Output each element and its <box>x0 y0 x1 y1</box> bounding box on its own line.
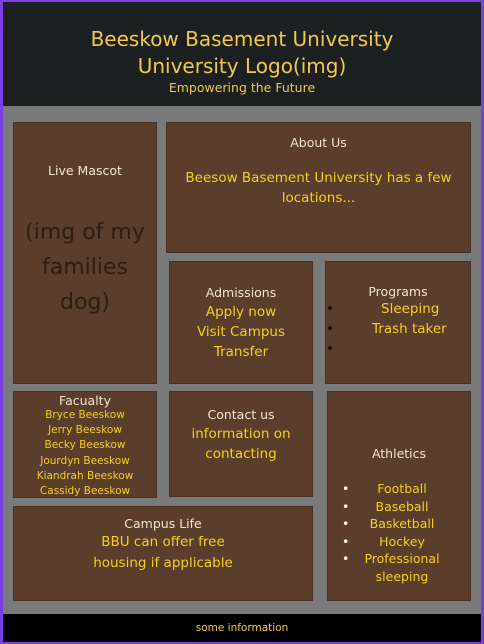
mascot-heading: Live Mascot <box>48 163 122 178</box>
athletics-label: • Professional sleeping <box>364 551 440 584</box>
athletics-label: • Baseball <box>375 498 429 514</box>
faculty-member: Bryce Beeskow <box>45 409 125 421</box>
athletics-item <box>328 515 470 533</box>
campus-life-card <box>13 506 313 601</box>
university-logo: University Logo(img) <box>137 54 347 78</box>
about-text: Beesow Basement University has a few locations... <box>185 170 452 206</box>
tagline: Empowering the Future <box>168 80 316 95</box>
page-frame <box>3 2 481 642</box>
campus-life-text: BBU can offer free housing if applicable <box>93 534 233 571</box>
athletics-item <box>328 533 470 551</box>
footer-text: some information <box>195 622 289 634</box>
athletics-item <box>328 550 470 585</box>
programs-card <box>325 261 471 384</box>
faculty-member: Jourdyn Beeskow <box>40 454 130 467</box>
mascot-card <box>13 122 157 384</box>
mascot-image-placeholder: (img of my families dog) <box>25 220 145 315</box>
athletics-list <box>328 480 470 585</box>
athletics-label: • Basketball <box>369 516 435 531</box>
admissions-heading: Admissions <box>205 285 277 300</box>
faculty-member: Cassidy Beeskow <box>39 485 131 498</box>
faculty-heading: Facualty <box>59 393 111 408</box>
program-label: • Sleeping <box>381 301 440 317</box>
program-item <box>326 339 470 359</box>
athletics-label: • Hockey <box>379 533 425 549</box>
contact-text[interactable]: information on contacting <box>191 426 291 462</box>
site-header <box>3 2 481 106</box>
athletics-heading: Athletics <box>371 446 427 461</box>
transfer-link[interactable]: Transfer <box>213 344 269 360</box>
athletics-label: • Football <box>377 481 427 496</box>
programs-heading: Programs <box>368 284 428 299</box>
athletics-card <box>327 391 471 601</box>
contact-heading: Contact us <box>207 407 275 422</box>
visit-campus-link[interactable]: Visit Campus <box>196 324 286 340</box>
faculty-member: Kiandrah Beeskow <box>36 469 134 482</box>
programs-list <box>326 299 470 359</box>
program-label: • Trash taker <box>372 321 447 337</box>
admissions-card <box>169 261 313 384</box>
about-card <box>166 122 471 253</box>
contact-card <box>169 391 313 497</box>
athletics-item <box>328 480 470 498</box>
site-footer <box>3 614 481 642</box>
faculty-member: Jerry Beeskow <box>48 424 122 437</box>
apply-now-link[interactable]: Apply now <box>205 304 277 320</box>
program-item <box>326 299 470 319</box>
about-heading: About Us <box>290 135 347 150</box>
faculty-member: Becky Beeskow <box>44 439 126 452</box>
campus-life-heading: Campus Life <box>124 516 202 531</box>
program-item <box>326 319 470 339</box>
faculty-card <box>13 391 157 498</box>
athletics-item <box>328 498 470 516</box>
site-title: Beeskow Basement University <box>90 27 394 51</box>
